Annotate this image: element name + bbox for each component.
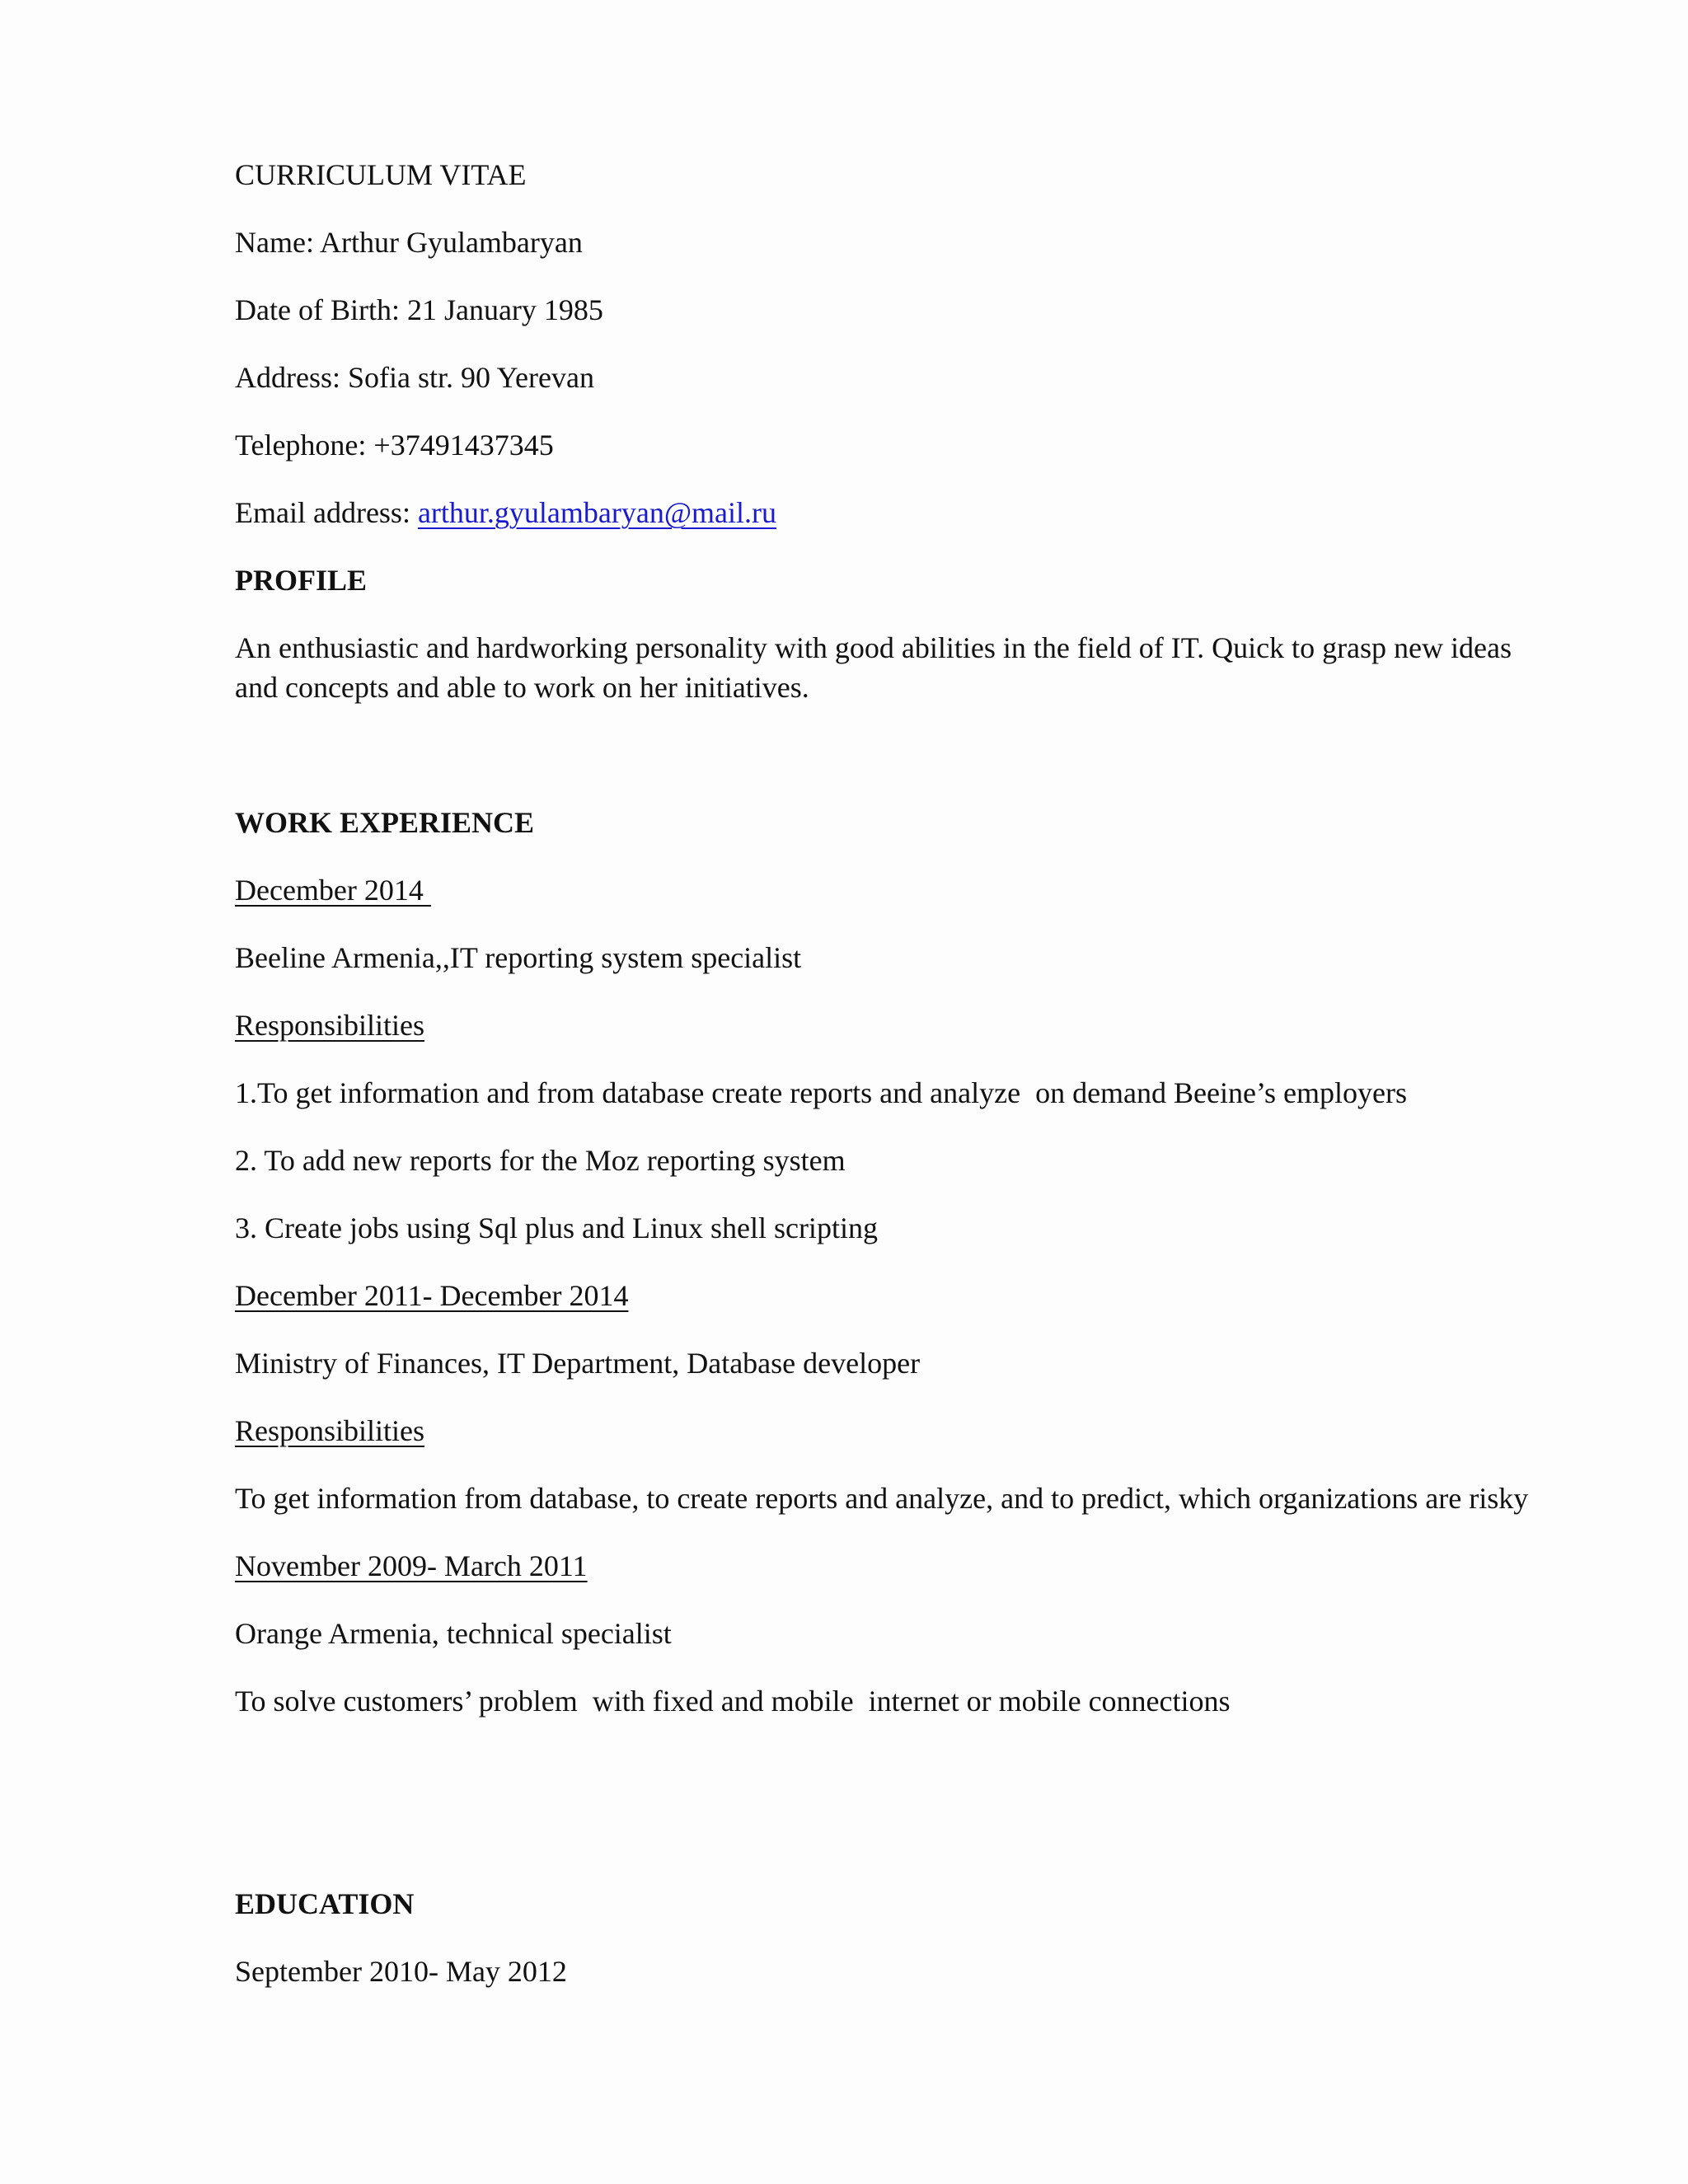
profile-text-line1: An enthusiastic and hardworking personality with good abilities in the field of IT. Quick to grasp new ideas (235, 631, 1512, 664)
job-title: Ministry of Finances, IT Department, Database developer (235, 1347, 921, 1380)
name-line: Name: Arthur Gyulambaryan (235, 226, 583, 259)
responsibility-item: 3. Create jobs using Sql plus and Linux shell scripting (235, 1212, 878, 1244)
email-link[interactable]: arthur.gyulambaryan@mail.ru (417, 496, 776, 529)
email-line (235, 493, 776, 532)
address-line: Address: Sofia str. 90 Yerevan (235, 361, 594, 394)
responsibility-item: To solve customers’ problem with fixed and mobile internet or mobile connections (235, 1685, 1231, 1718)
profile-text-line2: and concepts and able to work on her initiatives. (235, 671, 809, 704)
responsibility-item: 1.To get information and from database create reports and analyze on demand Beeine’s employers (235, 1076, 1407, 1109)
education-heading: EDUCATION (235, 1887, 415, 1920)
telephone-line: Telephone: +37491437345 (235, 429, 554, 462)
responsibility-item: 2. To add new reports for the Moz reporting system (235, 1144, 846, 1177)
document-title: CURRICULUM VITAE (235, 158, 527, 191)
responsibilities-label: Responsibilities (235, 1009, 425, 1042)
job-period: December 2014 (235, 874, 431, 907)
email-label: Email address: (235, 496, 418, 529)
job-title: Orange Armenia, technical specialist (235, 1617, 672, 1650)
job-title: Beeline Armenia,,IT reporting system specialist (235, 941, 802, 974)
education-period: September 2010- May 2012 (235, 1955, 567, 1988)
responsibilities-label: Responsibilities (235, 1414, 425, 1447)
work-heading: WORK EXPERIENCE (235, 806, 535, 839)
job-period: November 2009- March 2011 (235, 1549, 588, 1582)
job-period: December 2011- December 2014 (235, 1279, 629, 1312)
responsibility-item: To get information from database, to create reports and analyze, and to predict, which organizations are risky (235, 1482, 1529, 1515)
dob-line: Date of Birth: 21 January 1985 (235, 293, 603, 326)
profile-heading: PROFILE (235, 564, 368, 597)
